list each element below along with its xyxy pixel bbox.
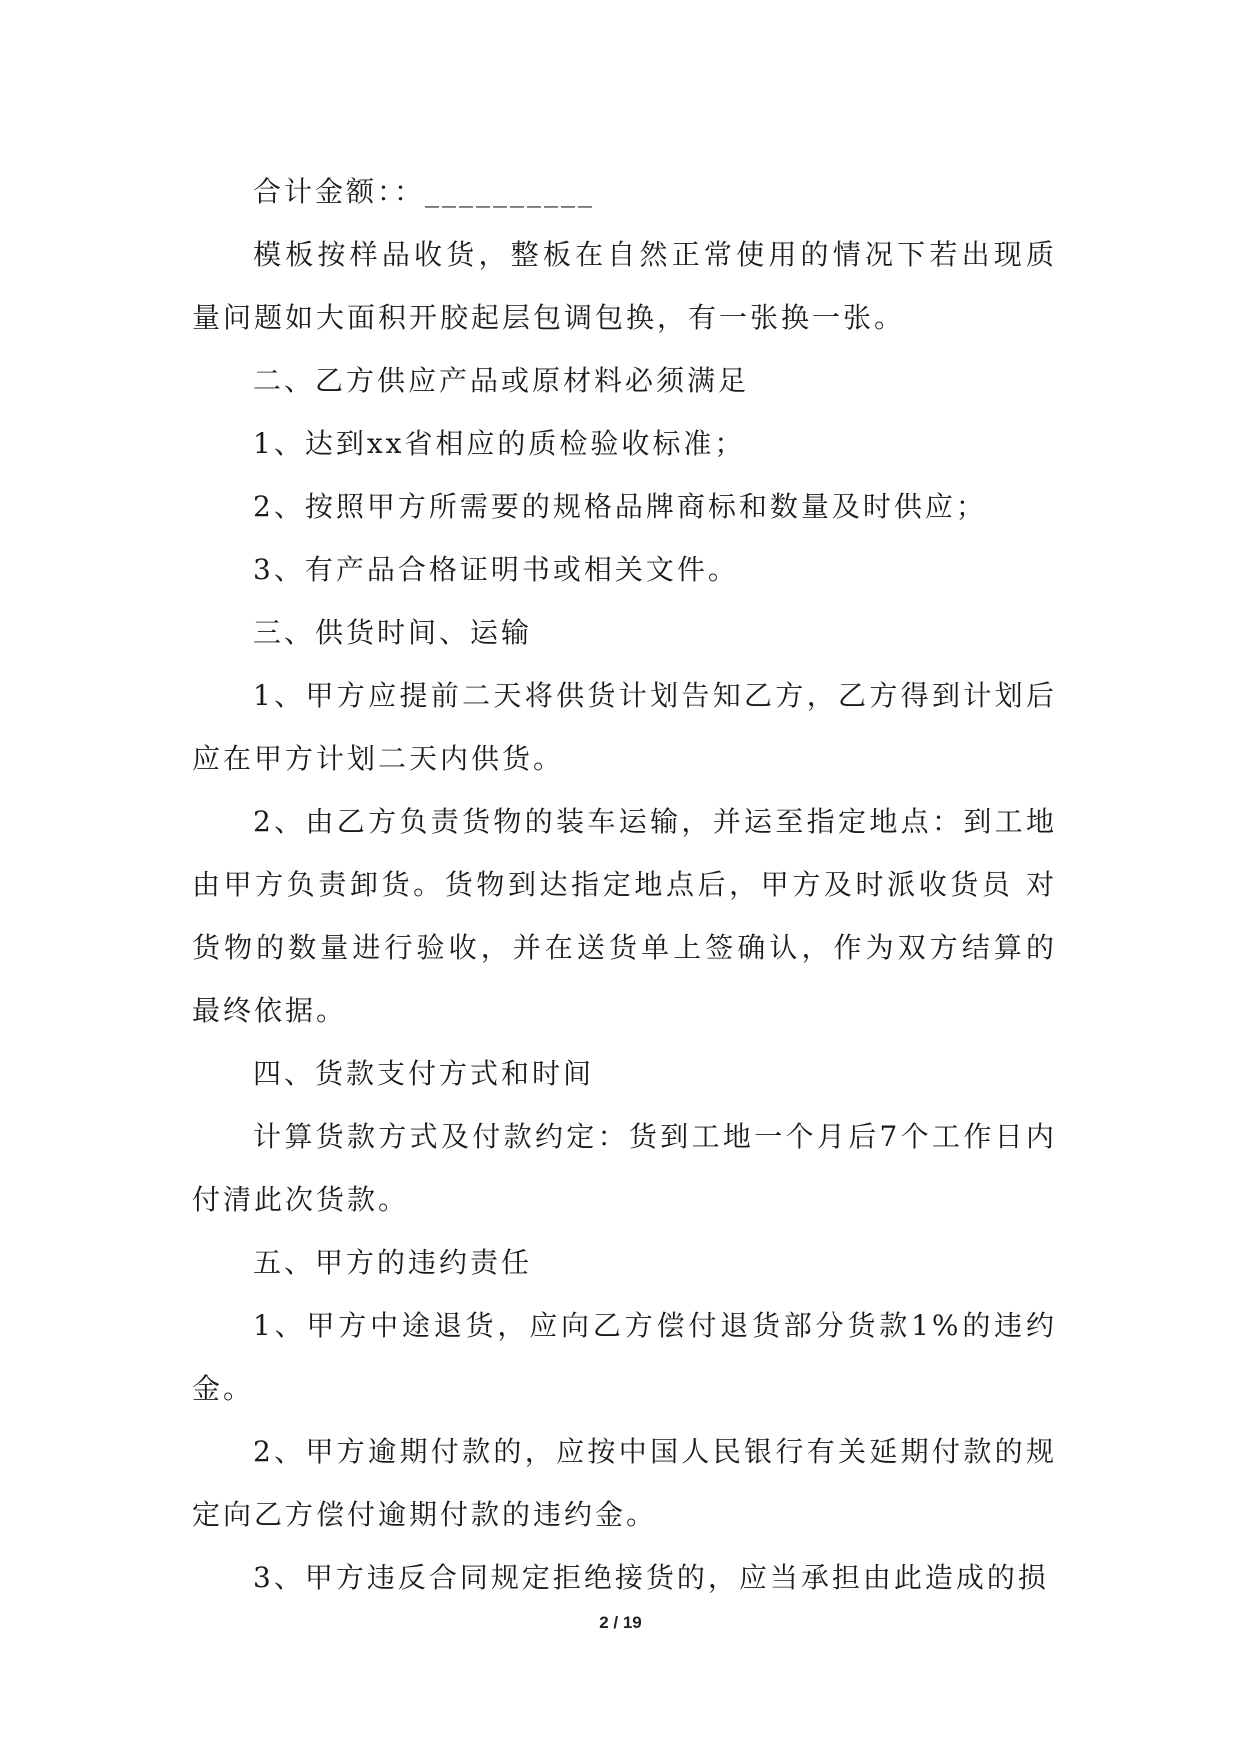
heading-section-4: 四、货款支付方式和时间: [253, 1057, 595, 1090]
paragraph-acceptance: 模板按样品收货，整板在自然正常使用的情况下若出现质量问题如大面积开胶起层包调包换，有一张换一张。: [192, 238, 1057, 334]
paragraph-3-2: 2、由乙方负责货物的装车运输，并运至指定地点：到工地由甲方负责卸货。货物到达指定地点后，甲方及时派收货员 对货物的数量进行验收，并在送货单上签确认，作为双方结算的最终依据。: [192, 805, 1057, 1027]
paragraph-total-amount: 合计金额：：__________: [253, 175, 596, 208]
page-number: 2 / 19: [599, 1613, 642, 1632]
paragraph-5-1: 1、甲方中途退货，应向乙方偿付退货部分货款1%的违约金。: [192, 1309, 1057, 1405]
paragraph-2-1: 1、达到xx省相应的质检验收标准；: [253, 427, 746, 460]
heading-section-5: 五、甲方的违约责任: [253, 1246, 533, 1279]
paragraph-4-1: 计算货款方式及付款约定：货到工地一个月后7个工作日内付清此次货款。: [192, 1120, 1057, 1216]
heading-section-2: 二、乙方供应产品或原材料必须满足: [253, 364, 750, 397]
paragraph-5-3: 3、甲方违反合同规定拒绝接货的，应当承担由此造成的损: [253, 1561, 1049, 1594]
paragraph-2-3: 3、有产品合格证明书或相关文件。: [253, 553, 739, 586]
paragraph-2-2: 2、按照甲方所需要的规格品牌商标和数量及时供应；: [253, 490, 987, 523]
paragraph-5-2: 2、甲方逾期付款的，应按中国人民银行有关延期付款的规定向乙方偿付逾期付款的违约金。: [192, 1435, 1057, 1531]
heading-section-3: 三、供货时间、运输: [253, 616, 533, 649]
paragraph-3-1: 1、甲方应提前二天将供货计划告知乙方，乙方得到计划后应在甲方计划二天内供货。: [192, 679, 1057, 775]
document-body: [192, 160, 1057, 1609]
